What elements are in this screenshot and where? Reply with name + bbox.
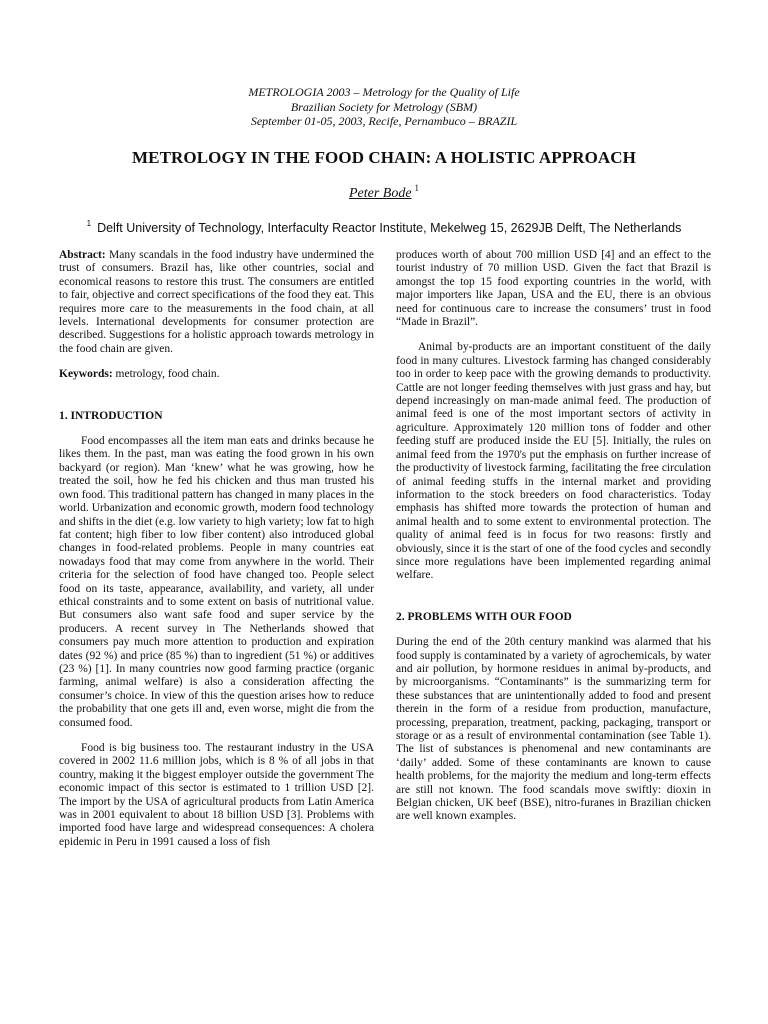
section-spacer [59,394,374,410]
intro-paragraph-1: Food encompasses all the item man eats and drinks because he likes them. In the past, man was eating the food grown in his own backyard (or region). Man ‘knew’ what he was growing, how he treated the soil, how he fed his chicken and thus man trusted his own food. This traditional pattern has changed in many places in the world. Urbanization and economic growth, modern food technology and shifts in the diet (e.g. low variety to high variety; low fat to high fat content; high fiber to low fiber content) also introduced global changes in food-related problems. People in many countries eat nowadays food that may come from anywhere in the world. Their criteria for the selection of food have changed too. People select food on its taste, appearance, availability, and variety, all under ethical constraints and to some extent on basis of nutritional value. But consumers also want safe food and super service by the producers. A recent survey in The Netherlands showed that consumers pay much more attention to production and expiration dates (92 %) and price (85 %) than to ingredient (51 %) or additives (23 %) [1]. In many countries now good farming practice (organic farming, animal welfare) is also a consideration affecting the consumer’s choice. In view of this the question arises how to reduce the probability that one gets ill and, even worse, might die from the consumed food. [59,435,374,729]
conference-line-3: September 01-05, 2003, Recife, Pernambuco – BRAZIL [250,114,518,128]
conference-line-1: METROLOGIA 2003 – Metrology for the Quality of Life [248,85,520,99]
problems-paragraph-1: During the end of the 20th century mankind was alarmed that his food supply is contaminated by a variety of agrochemicals, by water and air pollution, by hormone residues in animal by-products, and by microorganisms. “Contaminants” is the summarizing term for these substances that are unintentionally added to food and present therein in the form of a residue from production, manufacture, processing, preparation, treatment, packing, packaging, transport or storage or as a result of environmental contamination (see Table 1). The list of substances is phenomenal and new contaminants are ‘daily’ added. Some of these contaminants are known to cause health problems, for the majority the medium and long-term effects are still not known. The food scandals move swiftly: dioxin in Belgian chicken, UK beef (BSE), nitro-furanes in Brazilian chicken are well known examples. [396,636,711,823]
keywords-label: Keywords: [59,368,113,381]
affiliation-line [0,219,768,235]
author-name[interactable]: Peter Bode [348,186,412,201]
abstract-label: Abstract: [59,249,106,261]
intro-heading: 1. INTRODUCTION [59,409,163,422]
right-column [396,249,711,836]
paper-title: METROLOGY IN THE FOOD CHAIN: A HOLISTIC APPROACH [131,148,636,167]
right-paragraph-2: Animal by-products are an important constituent of the daily food in many cultures. Livestock farming has changed considerably too in order to keep pace with the growing demands to productivity. Cattle are not longer feeding themselves with just grass and hay, but depend increasingly on man-made animal feed. The production of animal feed is one of the most important sectors of activity in agriculture. Approximately 120 million tons of fodder and other feeding stuff are produced inside the EU [5]. Initially, the rules on animal feed from the 1970's put the emphasis on further increase of the productivity of livestock farming, facilitating the free circulation of animal feeding stuffs in the internal market and providing information to the stock breeders on food characteristics. Today emphasis has shifted more towards the protection of human and animal health and to some extent to environmental protection. The quality of animal feed is in focus for two reasons: firstly and obviously, since it is the start of one of the food cycles and secondly since more regulations have been implemented regarding animal welfare. [396,341,711,582]
affiliation-text: Delft University of Technology, Interfaculty Reactor Institute, Mekelweg 15, 2629JB Delft, The Netherlands [97,221,682,235]
abstract-text: Many scandals in the food industry have undermined the trust of consumers. Brazil has, like other countries, social and economical reasons to restore this trust. The consumers are entitled to fair, objective and correct specifications of the food they eat. This requires more care to the measurements in the food chain, at all levels. International developments for consumer protection are described. Suggestions for a holistic approach towards metrology in the food chain are given. [59,249,375,355]
affiliation-superscript: 1 [86,219,92,228]
section-spacer [396,595,711,611]
left-column [59,249,374,861]
keywords-text: metrology, food chain. [115,368,220,381]
intro-paragraph-2: Food is big business too. The restaurant industry in the USA covered in 2002 11.6 million jobs, which is 8 % of all jobs in that country, making it the biggest employer outside the government The economic impact of this sector is estimated to 1 trillion USD [2]. The import by the USA of agricultural products from Latin America was in 2001 equivalent to about 18 billion USD [3]. Problems with imported food have large and widespread consequences: A cholera epidemic in Peru in 1991 caused a loss of fish [59,742,374,848]
conference-header [0,85,768,129]
author-superscript: 1 [414,183,420,193]
abstract-paragraph [59,249,374,356]
conference-line-2: Brazilian Society for Metrology (SBM) [290,99,478,114]
keywords-paragraph [59,368,374,381]
right-paragraph-1: produces worth of about 700 million USD [4] and an effect to the tourist industry of 70 million USD. Given the fact that Brazil is amongst the top 15 food exporting countries in the world, with major importers like Japan, USA and the EU, there is an obvious need for continuous care to increase the consumers’ trust in food “Made in Brazil”. [396,249,711,329]
problems-heading: 2. PROBLEMS WITH OUR FOOD [396,610,572,623]
author-line [0,183,768,202]
